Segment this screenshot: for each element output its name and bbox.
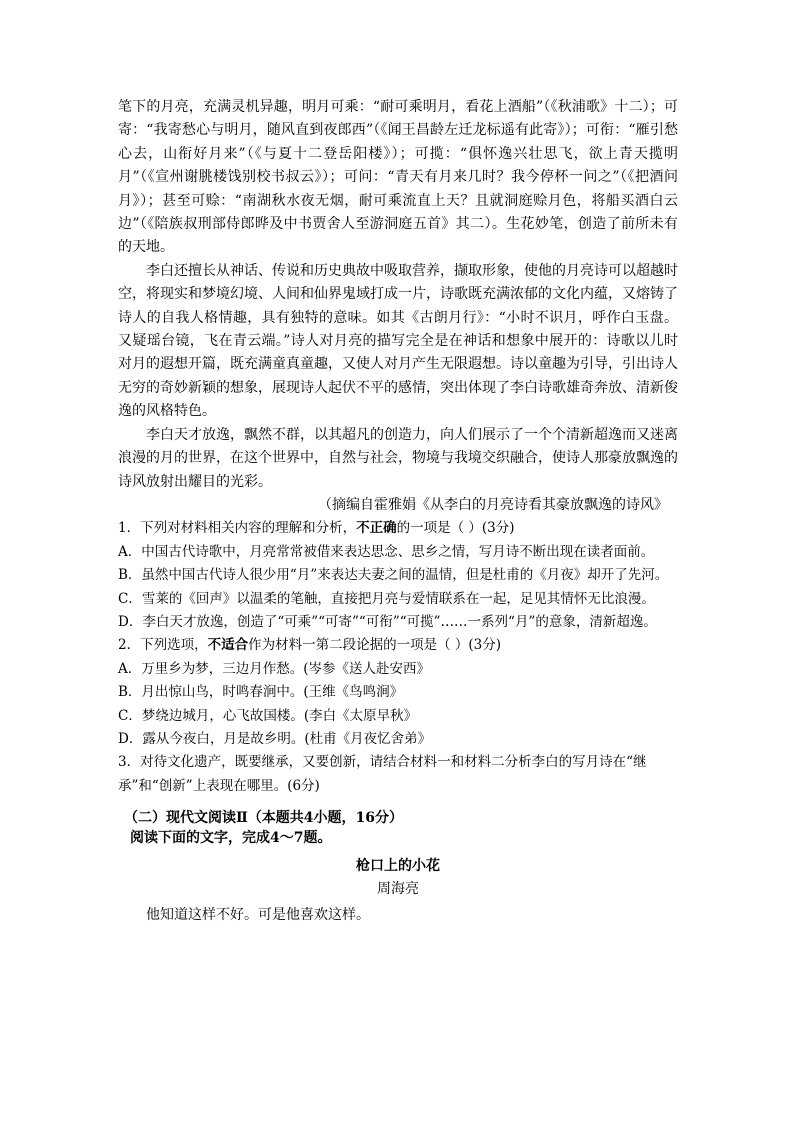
question-2-option-a: A．万里乡为梦，三边月作愁。(岑参《送人赴安西》	[118, 660, 431, 677]
question-3-stem: 3．对待文化遗产，既要继承，又要创新，请结合材料一和材料二分析李白的写月诗在“继承”和“创新”上表现在哪里。(6分)	[118, 754, 647, 794]
question-1-stem-pre: 1．下列对材料相关内容的理解和分析，	[118, 520, 357, 537]
question-2-emphasis: 不适合	[207, 637, 249, 654]
question-2-stem-post: 作为材料一第二段论据的一项是（ ）(3分)	[248, 637, 502, 654]
question-2-option-b: B．月出惊山鸟，时鸣春涧中。(王维《鸟鸣涧》	[118, 684, 404, 701]
question-1-emphasis: 不正确	[356, 520, 397, 537]
question-2-stem-pre: 2．下列选项，	[118, 637, 208, 654]
question-1-stem-post: 的一项是（ ）(3分)	[396, 520, 515, 537]
material-paragraph-3: 李白天才放逸，飘然不群，以其超凡的创造力，向人们展示了一个个清新超逸而又迷离浪漫的月的世界，在这个世界中，自然与社会，物境与我境交织融合，使诗人那豪放飘逸的诗风放射出耀目的光彩。	[118, 426, 678, 490]
question-1-stem	[118, 517, 678, 540]
story-author: 周海亮	[377, 881, 419, 898]
section-heading: （二）现代文阅读Ⅱ（本题共4小题，16分）	[124, 810, 404, 827]
document-page	[118, 96, 678, 928]
material-paragraph-2: 李白还擅长从神话、传说和历史典故中吸取营养，撷取形象，使他的月亮诗可以超越时空，将现实和梦境幻境、人间和仙界鬼域打成一片，诗歌既充满浓郁的文化内蕴，又熔铸了诗人的自我人格情趣，具有独特的意味。如其《古朗月行》：“小时不识月，呼作白玉盘。又疑瑶台镜，飞在青云端。”诗人对月亮的描写完全是在神话和想象中展开的：诗歌以儿时对月的遐想开篇，既充满童真童趣，又使人对月产生无限遐想。诗以童趣为引导，引出诗人无穷的奇妙新颖的想象，展现诗人起伏不平的感情，突出体现了李白诗歌雄奇奔放、清新俊逸的风格特色。	[118, 262, 678, 420]
material-source-citation: （摘编自霍雅娟《从李白的月亮诗看其豪放飘逸的诗风》	[318, 496, 668, 513]
question-1-option-c: C．雪莱的《回声》以温柔的笔触，直接把月亮与爱情联系在一起，足见其情怀无比浪漫。	[118, 590, 655, 607]
question-1-option-a: A．中国古代诗歌中，月亮常常被借来表达思念、思乡之情，写月诗不断出现在读者面前。	[118, 543, 655, 560]
section-instruction: 阅读下面的文字，完成4～7题。	[130, 830, 332, 847]
story-first-line: 他知道这样不好。可是他喜欢这样。	[146, 907, 370, 924]
question-1-option-b: B．虽然中国古代诗人很少用“月”来表达夫妻之间的温情，但是杜甫的《月夜》却开了先河。	[118, 567, 669, 584]
material-paragraph-1: 笔下的月亮，充满灵机异趣，明月可乘：“耐可乘明月，看花上酒船”（《秋浦歌》十二）；可寄：“我寄愁心与明月，随风直到夜郎西”（《闻王昌龄左迁龙标遥有此寄》）；可衔：“雁引愁心去，山衔好月来”（《与夏十二登岳阳楼》）；可揽：“俱怀逸兴壮思飞，欲上青天揽明月”（《宣州谢朓楼饯别校书叔云》）；可问：“青天有月来几时？我今停杯一问之”（《把酒问月》）；甚至可赊：“南湖秋水夜无烟，耐可乘流直上天？且就洞庭赊月色，将船买酒白云边”（《陪族叔刑部侍郎晔及中书贾舍人至游洞庭五首》其二）。生花妙笔，创造了前所未有的天地。	[118, 99, 678, 256]
story-title: 枪口上的小花	[356, 858, 440, 875]
question-2-stem	[118, 634, 678, 657]
question-1-option-d: D．李白天才放逸，创造了“可乘”“可寄”“可衔”“可揽”……一系列“月”的意象，清新超逸。	[118, 613, 657, 630]
question-2-option-c: C．梦绕边城月，心飞故国楼。(李白《太原早秋》	[118, 707, 418, 724]
question-2-option-d: D．露从今夜白，月是故乡明。(杜甫《月夜忆舍弟》	[118, 730, 432, 747]
